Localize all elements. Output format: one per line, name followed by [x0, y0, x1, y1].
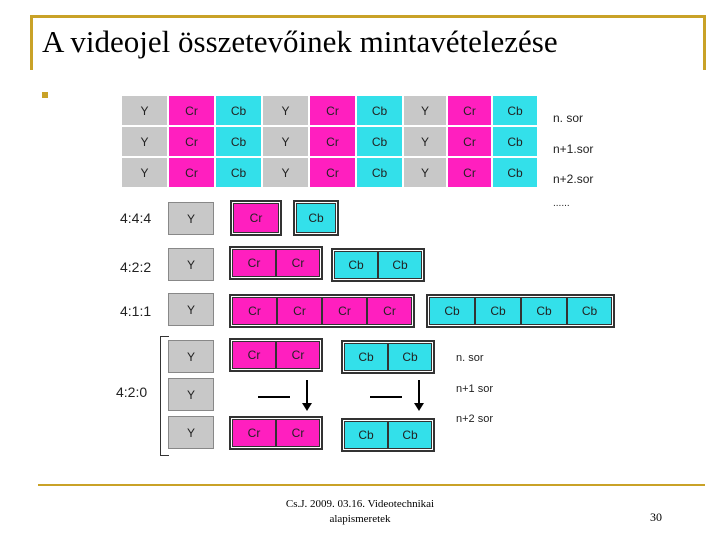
cr-sample: Cr — [276, 341, 320, 369]
cb-sample: Cb — [388, 421, 432, 449]
grid-cell: Y — [263, 158, 310, 189]
down-arrow-icon — [302, 403, 312, 411]
grid-cell: Cb — [357, 158, 404, 189]
footer-line-2: alapismeretek — [329, 513, 391, 525]
y-sample: Y — [168, 248, 214, 281]
grid-cell: Cr — [310, 96, 357, 127]
grid-cell: Cr — [448, 127, 493, 158]
grid-cell: Cr — [310, 158, 357, 189]
footer-line-1: Cs.J. 2009. 03.16. Videotechnikai — [285, 498, 435, 510]
footer-caption — [270, 497, 450, 527]
cr-sample: Cr — [367, 297, 412, 325]
grid-row-label: n+1.sor — [553, 142, 594, 156]
grid-cell: Cb — [357, 127, 404, 158]
format-label-411: 4:1:1 — [120, 303, 152, 319]
format-label-444: 4:4:4 — [120, 210, 152, 226]
grid-cell: Cr — [169, 96, 216, 127]
grid-row-label: ...... — [553, 198, 570, 209]
cr-sample: Cr — [276, 419, 320, 447]
grid-cell: Cr — [169, 158, 216, 189]
dash-line — [370, 396, 402, 398]
y-sample: Y — [168, 340, 214, 373]
cb-sample: Cb — [521, 297, 567, 325]
y-sample: Y — [168, 416, 214, 449]
cr-sample: Cr — [232, 249, 276, 277]
title-frame-right — [703, 15, 706, 70]
grid-cell: Cb — [216, 96, 263, 127]
footer-rule — [38, 484, 705, 486]
grid-cell: Cr — [169, 127, 216, 158]
cb-sample: Cb — [567, 297, 612, 325]
y-sample: Y — [168, 378, 214, 411]
row-label-420: n+2 sor — [456, 413, 493, 425]
grid-cell: Y — [404, 158, 448, 189]
cr-sample: Cr — [322, 297, 367, 325]
y-sample: Y — [168, 293, 214, 326]
down-arrow-icon — [414, 403, 424, 411]
row-label-420: n+1 sor — [456, 383, 493, 395]
cr-sample: Cr — [232, 419, 276, 447]
grid-cell: Y — [263, 127, 310, 158]
cr-sample: Cr — [232, 297, 277, 325]
cb-sample: Cb — [296, 203, 336, 233]
grid-cell: Y — [122, 127, 169, 158]
grid-cell: Cb — [216, 158, 263, 189]
title-frame-top — [30, 15, 705, 18]
grid-row-label: n+2.sor — [553, 172, 594, 186]
slide-title: A videojel összetevőinek mintavételezése — [42, 24, 558, 59]
cb-sample: Cb — [429, 297, 475, 325]
cb-sample: Cb — [344, 343, 388, 371]
title-frame-left — [30, 15, 33, 70]
page-number: 30 — [650, 510, 662, 524]
grid-cell: Cb — [357, 96, 404, 127]
row-label-420: n. sor — [456, 352, 484, 364]
down-arrow-shaft — [306, 380, 308, 404]
grid-cell: Cr — [448, 158, 493, 189]
cb-sample: Cb — [475, 297, 521, 325]
dash-line — [258, 396, 290, 398]
y-sample: Y — [168, 202, 214, 235]
grid-row-label: n. sor — [553, 111, 584, 125]
grid-cell: Y — [404, 127, 448, 158]
grid-cell: Y — [122, 96, 169, 127]
grid-cell: Cr — [448, 96, 493, 127]
grid-cell: Cb — [493, 127, 539, 158]
grid-cell: Cb — [493, 158, 539, 189]
cr-sample: Cr — [232, 341, 276, 369]
cb-sample: Cb — [388, 343, 432, 371]
cb-sample: Cb — [344, 421, 388, 449]
format-label-420: 4:2:0 — [116, 384, 148, 400]
grid-cell: Cr — [310, 127, 357, 158]
grid-cell: Cb — [493, 96, 539, 127]
cb-sample: Cb — [378, 251, 422, 279]
grid-cell: Y — [122, 158, 169, 189]
format-label-422: 4:2:2 — [120, 259, 152, 275]
cb-sample: Cb — [334, 251, 378, 279]
cr-sample: Cr — [233, 203, 279, 233]
down-arrow-shaft — [418, 380, 420, 404]
cr-sample: Cr — [277, 297, 322, 325]
grid-cell: Cb — [216, 127, 263, 158]
cr-sample: Cr — [276, 249, 320, 277]
grid-cell: Y — [404, 96, 448, 127]
grid-cell: Y — [263, 96, 310, 127]
bullet-marker — [42, 92, 48, 98]
